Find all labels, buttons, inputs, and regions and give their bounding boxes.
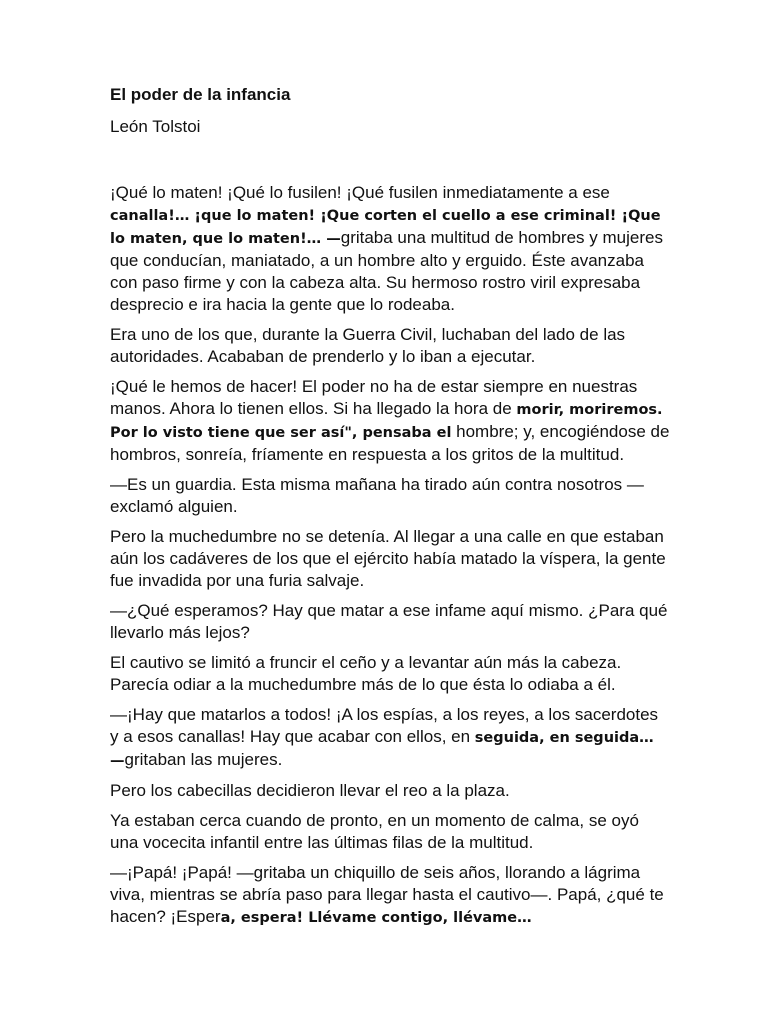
document-page (110, 84, 670, 937)
text-run: ¡Qué le hemos de hacer! El poder no ha de estar siempre en nuestras manos. Ahora lo tienen ellos. Si ha llegado la hora de (110, 377, 638, 418)
document-title: El poder de la infancia (110, 85, 291, 104)
text-run: Pero los cabecillas decidieron llevar el reo a la plaza. (110, 781, 510, 800)
paragraph (110, 474, 670, 518)
text-run: a, espera! Llévame contigo, llévame… (220, 910, 532, 926)
paragraph (110, 704, 670, 772)
text-run: Era uno de los que, durante la Guerra Civil, luchaban del lado de las autoridades. Acababan de prenderlo y lo iban a ejecutar. (110, 325, 626, 366)
paragraph (110, 810, 670, 854)
text-run: —Es un guardia. Esta misma mañana ha tirado aún contra nosotros —exclamó alguien. (110, 475, 644, 516)
text-run: hombre; y, encogiéndose de hombros, sonreía, fríamente en respuesta a los gritos de la multitud. (110, 422, 670, 464)
paragraph (110, 862, 670, 929)
paragraph (110, 376, 670, 466)
text-run: seguida, en seguida… — (110, 730, 654, 769)
document-author: León Tolstoi (110, 117, 201, 136)
text-run: —¡Hay que matarlos a todos! ¡A los espías, a los reyes, a los sacerdotes y a esos canallas! Hay que acabar con ellos, en (110, 705, 659, 746)
text-run: Ya estaban cerca cuando de pronto, en un momento de calma, se oyó una vocecita infantil entre las últimas filas de la multitud. (110, 811, 639, 852)
paragraph (110, 652, 670, 696)
text-run: ¡Qué lo maten! ¡Qué lo fusilen! ¡Qué fusilen inmediatamente a ese (110, 183, 610, 202)
paragraph (110, 324, 670, 368)
paragraph (110, 182, 670, 316)
document-body (110, 182, 670, 929)
paragraph (110, 780, 670, 802)
text-run: gritaban las mujeres. (124, 750, 283, 769)
text-run: —¡Papá! ¡Papá! —gritaba un chiquillo de seis años, llorando a lágrima viva, mientras se abría paso para llegar hasta el cautivo—. Papá, ¿qué te hacen? ¡Esper (110, 863, 664, 926)
text-run: —¿Qué esperamos? Hay que matar a ese infame aquí mismo. ¿Para qué llevarlo más lejos? (110, 601, 668, 642)
text-run: El cautivo se limitó a fruncir el ceño y a levantar aún más la cabeza. Parecía odiar a la muchedumbre más de lo que ésta lo odiaba a él. (110, 653, 622, 694)
text-run: gritaba una multitud de hombres y mujeres que conducían, maniatado, a un hombre alto y erguido. Éste avanzaba con paso firme y con la cabeza alta. Su hermoso rostro viril expresaba desprecio e ira hacia la gente que lo rodeaba. (110, 228, 663, 314)
text-run: morir, moriremos. Por lo visto tiene que ser así", pensaba el (110, 402, 663, 441)
paragraph (110, 600, 670, 644)
paragraph (110, 526, 670, 592)
text-run: canalla!… ¡que lo maten! ¡Que corten el cuello a ese criminal! ¡Que lo maten, que lo maten!… — (110, 208, 661, 247)
text-run: Pero la muchedumbre no se detenía. Al llegar a una calle en que estaban aún los cadáveres de los que el ejército había matado la víspera, la gente fue invadida por una furia salvaje. (110, 527, 666, 590)
